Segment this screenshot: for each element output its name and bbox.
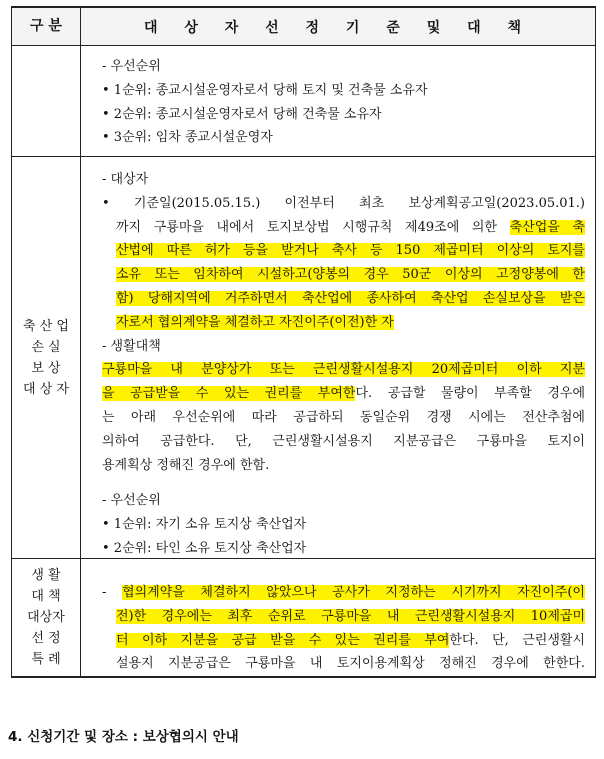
livestock-label [12,157,80,558]
label-line: 생 활 [31,568,61,583]
criteria-table [11,6,596,678]
priority-title: - 우선순위 [102,493,161,509]
label-line: 대 책 [31,589,61,604]
table-header-row [12,8,595,46]
criteria-line: • 기준일(2015.05.15.) 이전부터 최초 보상계획공고일(2023.05.01.) [102,195,585,211]
highlighted-text: (양봉의 경우 50군 이상의 고정양봉에 한 [307,267,585,283]
label-line: 대 상 자 [23,381,69,397]
highlighted-text: 자로서 협의계약을 체결하고 자진이주(이전)한 자 [116,314,394,330]
highlighted-text: 축산업을 축 [509,219,585,235]
criteria-line [88,311,585,335]
highlighted-text: 경우에는 최후 순위로 구룡마을 내 근린생활시설용지 10제곱미 [146,608,585,624]
list-item: • 2순위: 타인 소유 토지상 축산업자 [102,540,307,556]
criteria-text: 까지 구룡마을 내에서 토지보상법 시행규칙 제49조에 의한 [116,219,510,235]
special-line [88,629,585,653]
header-criteria: 대 상 자 선 정 기 준 및 대 책 [143,19,533,36]
special-text: 한다. 단, 근린생활시 [449,632,585,648]
special-case-row [12,559,595,676]
label-line: 축 산 업 [23,318,69,334]
criteria-line [88,287,585,311]
priority-title: - 우선순위 [102,59,161,74]
measure-text: 다. 공급할 물량이 부족할 경우에 [355,386,585,402]
measure-line [88,382,585,406]
special-line [88,581,585,605]
highlighted-text: 터 이하 지분을 공급 받을 수 있는 권리를 부여 [116,632,450,648]
label-line: 보 상 [31,360,61,376]
label-line: 특 례 [31,652,61,667]
measure-line: 는 아래 우선순위에 따라 공급하되 동일순위 경쟁 시에는 전산추첨에 [102,409,585,425]
special-text: - [102,585,123,600]
criteria-line [88,216,585,240]
criteria-line [88,263,585,287]
criteria-line [88,239,585,263]
section-heading: 4. 신청기간 및 장소 : 보상협의시 안내 [8,729,239,745]
measure-line [88,358,585,382]
highlighted-text: 을 공급받을 수 있는 권리를 부여한 [102,386,356,402]
label-line: 대상자 [27,610,65,625]
highlighted-text: 협의계약을 체결하지 않았으나 공사가 지정하는 시기까지 자진이주(이 [122,585,585,600]
list-item: • 2순위: 종교시설운영자로서 당해 건축물 소유자 [102,106,382,122]
special-case-label [12,559,80,676]
measure-title: - 생활대책 [102,338,161,354]
highlighted-text: 구룡마을 내 분양상가 또는 근린생활시설용지 20제곱미터 이하 지분 [102,362,585,378]
livestock-row [12,157,595,559]
special-line: 설용지 지분공급은 구룡마을 내 토지이용계획상 정해진 경우에 한한다. [116,656,585,672]
highlighted-text: 산법에 따른 허가 등을 받거나 축사 등 150 제곱미터 이상의 토지를 [116,243,585,259]
highlighted-text: 함) 당해지역에 거주하면서 축산업에 종사하여 축산업 손실보상을 받은 [116,290,585,306]
highlighted-text: 소유 또는 임차하여 시설하고 [116,267,308,283]
livestock-content [88,168,585,561]
target-title: - 대상자 [102,172,149,187]
highlighted-text: 전)한 [116,608,147,624]
religious-row [12,46,595,157]
list-item: • 1순위: 종교시설운영자로서 당해 토지 및 건축물 소유자 [102,82,428,98]
religious-content [88,55,585,150]
list-item: • 3순위: 임차 종교시설운영자 [102,130,273,146]
header-category: 구 분 [30,18,62,34]
special-line [88,605,585,629]
measure-line: 용계획상 정해진 경우에 한함. [102,457,270,473]
list-item: • 1순위: 자기 소유 토지상 축산업자 [102,517,307,533]
special-case-content [88,581,585,676]
label-line: 선 정 [31,631,61,646]
measure-line: 의하여 공급한다. 단, 근린생활시설용지 지분공급은 구룡마을 토지이 [102,433,585,449]
label-line: 손 실 [31,339,61,355]
